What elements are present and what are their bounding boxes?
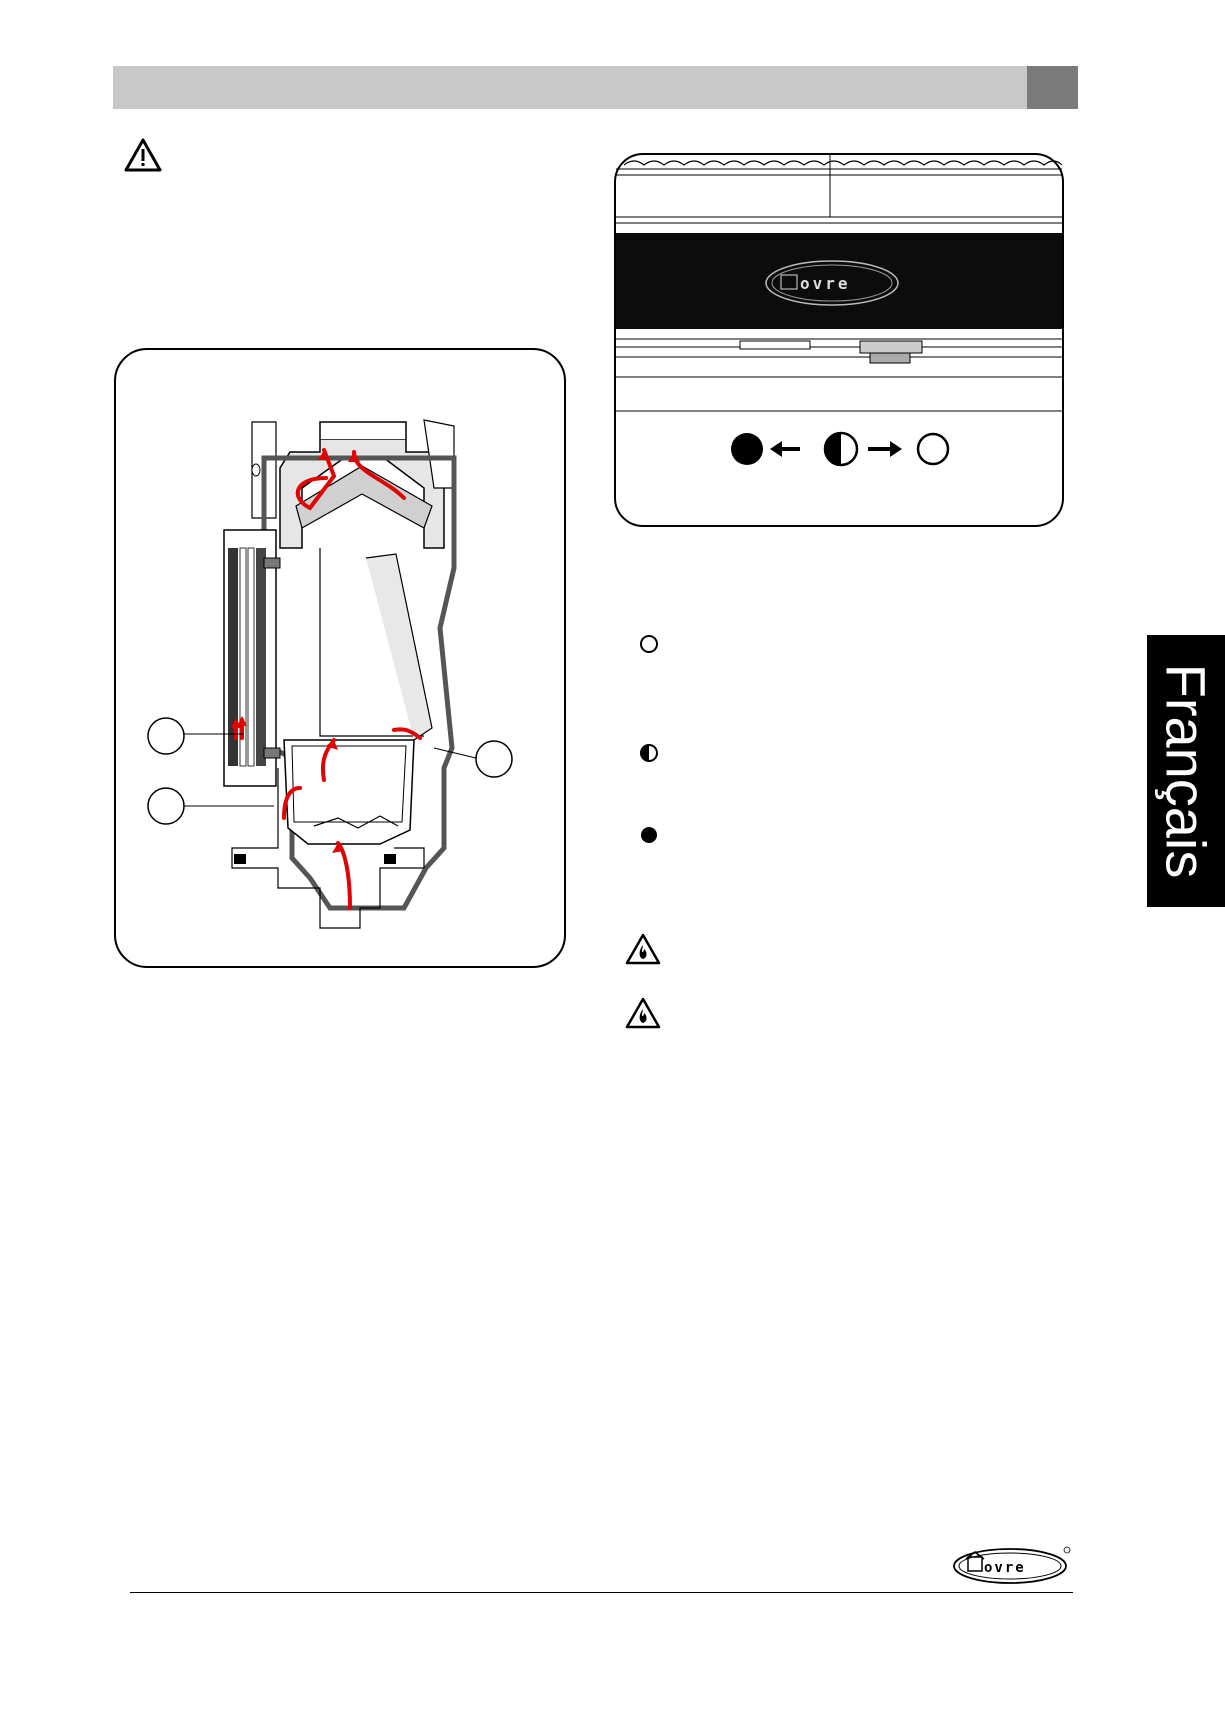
brand-logo [950,1544,1074,1586]
callout-right [476,741,512,777]
setting-open-symbol [918,434,948,464]
setting-closed-symbol [731,433,763,465]
language-tab [1147,635,1225,907]
stove-front-air-control-diagram [614,153,1064,527]
header-page-tab [1027,66,1078,109]
filled-circle-icon [639,825,659,845]
fire-warning-icon [625,997,661,1029]
fire-warning-icon [625,933,661,965]
brand-logo-text: ovre [800,274,851,293]
callout-upper-left [148,718,184,754]
callout-lower-left [148,788,184,824]
footer-logo-text: ovre [984,1560,1026,1576]
header-bar [113,66,1078,109]
stove-cross-section-diagram [114,348,566,968]
half-circle-icon [639,743,659,763]
warning-triangle-icon [124,138,162,172]
footer-rule [130,1592,1073,1593]
open-circle-icon [639,634,659,654]
language-tab-label: Français [1154,663,1218,879]
